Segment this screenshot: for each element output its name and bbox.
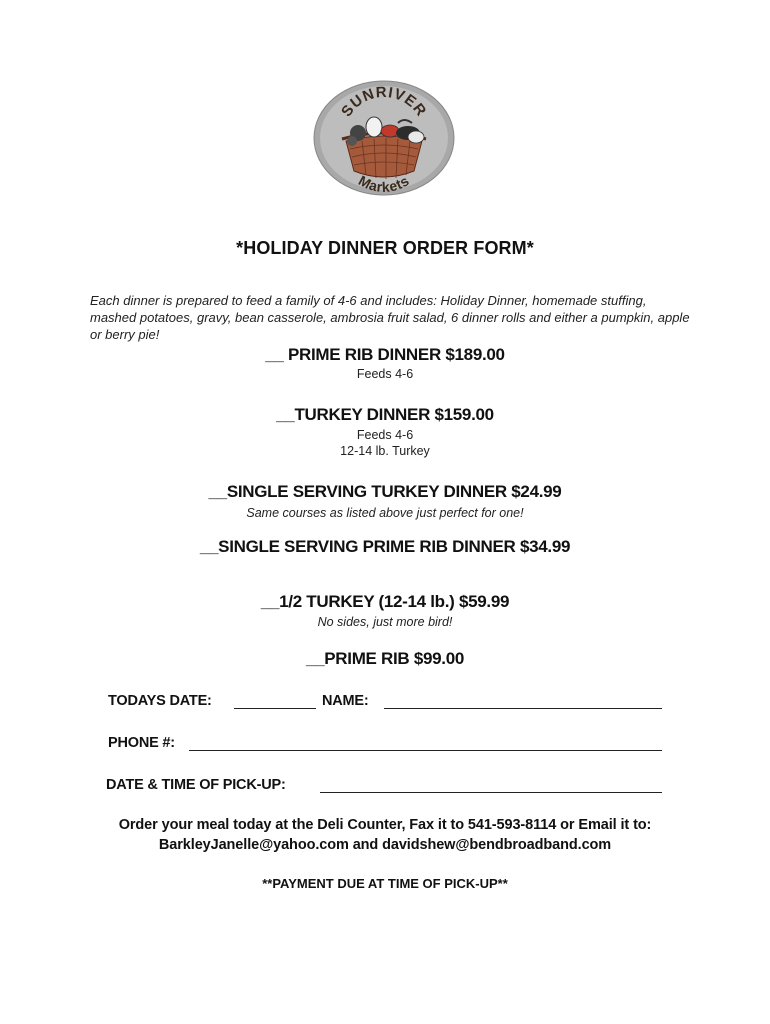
name-input[interactable] (384, 708, 662, 709)
payment-note: **PAYMENT DUE AT TIME OF PICK-UP** (262, 876, 508, 891)
item-prime-rib-dinner[interactable]: __ PRIME RIB DINNER $189.00 (265, 345, 505, 364)
phone-input[interactable] (189, 750, 662, 751)
order-instructions-line-1: Order your meal today at the Deli Counter, Fax it to 541-593-8114 or Email it to: (118, 817, 652, 833)
form-title: *HOLIDAY DINNER ORDER FORM* (236, 238, 534, 258)
phone-label: PHONE #: (108, 735, 175, 751)
logo-bottom-text: Markets (355, 172, 413, 196)
logo-top-text: SUNRIVER (338, 83, 430, 121)
todays-date-input[interactable] (234, 708, 316, 709)
item-turkey-dinner-note-1: Feeds 4-6 (356, 428, 414, 442)
intro-paragraph: Each dinner is prepared to feed a family of 4-6 and includes: Holiday Dinner, homemade stuffing, mashed potatoes, gravy, bean casserole, ambrosia fruit salad, 6 dinner rolls and either a pumpkin, apple or berry pie! (90, 293, 690, 342)
sunriver-markets-logo (312, 79, 456, 197)
order-instructions-emails[interactable]: BarkleyJanelle@yahoo.com and davidshew@bendbroadband.com (158, 837, 612, 853)
item-half-turkey-note: No sides, just more bird! (317, 615, 453, 629)
pickup-input[interactable] (320, 792, 662, 793)
todays-date-label: TODAYS DATE: (108, 693, 212, 709)
item-turkey-dinner-note-2: 12-14 lb. Turkey (340, 444, 430, 458)
item-single-turkey-dinner[interactable]: __SINGLE SERVING TURKEY DINNER $24.99 (208, 482, 562, 501)
item-single-prime-rib-dinner[interactable]: __SINGLE SERVING PRIME RIB DINNER $34.99 (199, 537, 571, 556)
item-prime-rib[interactable]: __PRIME RIB $99.00 (305, 649, 465, 668)
name-label: NAME: (322, 693, 369, 709)
item-prime-rib-dinner-note: Feeds 4-6 (356, 367, 414, 381)
item-half-turkey[interactable]: __1/2 TURKEY (12-14 lb.) $59.99 (260, 592, 510, 611)
pickup-label: DATE & TIME OF PICK-UP: (106, 777, 286, 793)
item-single-turkey-dinner-note: Same courses as listed above just perfect for one! (246, 506, 524, 520)
item-turkey-dinner[interactable]: __TURKEY DINNER $159.00 (276, 405, 494, 424)
